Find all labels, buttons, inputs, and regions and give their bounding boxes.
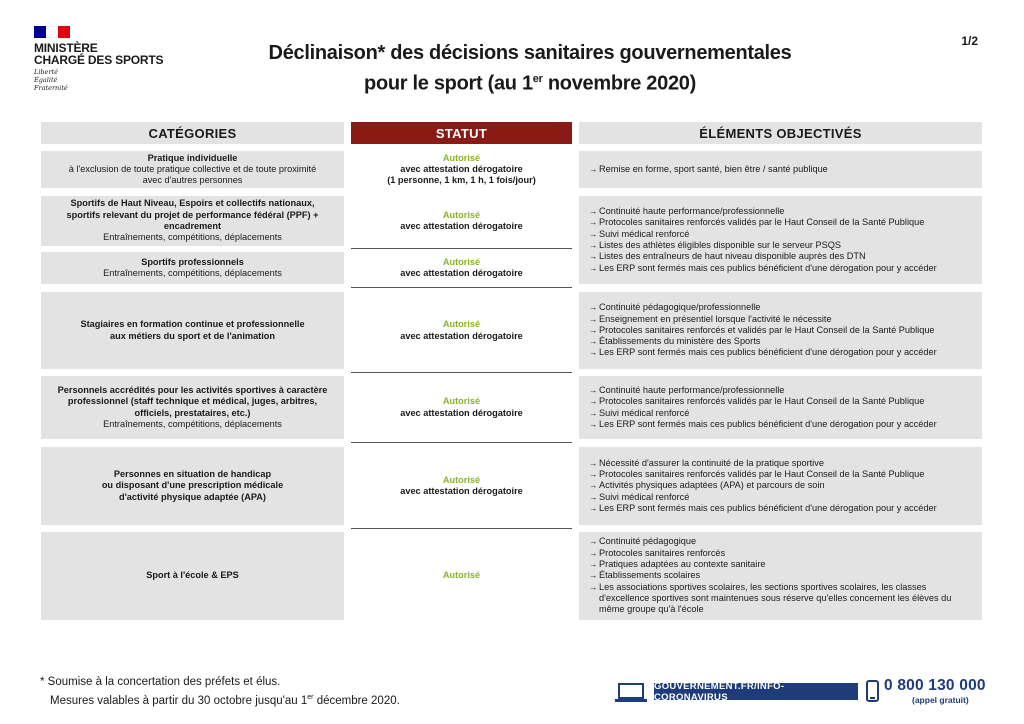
footnote: * Soumise à la concertation des préfets et élus. Mesures valables à partir du 30 octobre jusqu'au 1er décembre 2020. <box>40 676 400 707</box>
list-item: → Pratiques adaptées au contexte sanitaire <box>589 559 976 570</box>
divider <box>351 528 572 529</box>
divider <box>351 248 572 249</box>
list-item: → Les ERP sont fermés mais ces publics bénéficient d'une dérogation pour y accéder <box>589 347 976 358</box>
list-item: → Continuité pédagogique <box>589 536 976 547</box>
status-cell: Autorisé avec attestation dérogatoire <box>351 252 572 284</box>
republic-motto: Liberté Égalité Fraternité <box>34 68 68 92</box>
list-item: → Les associations sportives scolaires, les sections sportives scolaires, les classes d'excellence sportives sont maintenues sous réserve qu'elles concernent les élèves du même groupe qu'à l'école <box>589 582 976 616</box>
status-cell: Autorisé avec attestation dérogatoire <box>351 376 572 439</box>
elements-cell <box>579 196 982 284</box>
column-header-categories: CATÉGORIES <box>41 122 344 144</box>
list-item: → Nécessité d'assurer la continuité de la pratique sportive <box>589 458 976 469</box>
laptop-icon <box>615 683 647 703</box>
page-title: Déclinaison* des décisions sanitaires gouvernementales pour le sport (au 1er novembre 2020) <box>268 42 792 95</box>
list-item: → Listes des athlètes éligibles disponible sur le serveur PSQS <box>589 240 976 251</box>
status-value: Autorisé <box>442 570 481 581</box>
list-item: → Les ERP sont fermés mais ces publics bénéficient d'une dérogation pour y accéder <box>589 419 976 430</box>
list-item: → Activités physiques adaptées (APA) et parcours de soin <box>589 480 976 491</box>
status-cell: Autorisé avec attestation dérogatoire <box>351 447 572 525</box>
status-cell: Autorisé avec attestation dérogatoire <box>351 196 572 246</box>
page-number: 1/2 <box>961 34 978 48</box>
ministry-logo <box>34 26 163 92</box>
list-item: → Continuité haute performance/professionnelle <box>589 385 976 396</box>
status-value: Autorisé <box>442 319 481 330</box>
category-cell: Personnels accrédités pour les activités sportives à caractère professionnel (staff technique et médical, juges, arbitres, officiels, prestataires, etc.) Entraînements, compétitions, déplacements <box>41 376 344 439</box>
status-cell: Autorisé avec attestation dérogatoire (1 personne, 1 km, 1 h, 1 fois/jour) <box>351 151 572 188</box>
column-header-statut: STATUT <box>351 122 572 144</box>
status-value: Autorisé <box>442 256 481 267</box>
list-item: → Suivi médical renforcé <box>589 492 976 503</box>
list-item: → Continuité pédagogique/professionnelle <box>589 302 976 313</box>
column-header-elements: ÉLÉMENTS OBJECTIVÉS <box>579 122 982 144</box>
list-item: → Protocoles sanitaires renforcés validés par le Haut Conseil de la Santé Publique <box>589 217 976 228</box>
elements-cell <box>579 151 982 188</box>
category-cell: Sportifs de Haut Niveau, Espoirs et collectifs nationaux, sportifs relevant du projet de performance fédéral (PPF) + encadrement Entraînements, compétitions, déplacements <box>41 196 344 246</box>
status-value: Autorisé <box>442 396 481 407</box>
list-item: → Enseignement en présentiel lorsque l'activité le nécessite <box>589 314 976 325</box>
divider <box>351 442 572 443</box>
divider <box>351 372 572 373</box>
elements-cell <box>579 376 982 439</box>
list-item: → Les ERP sont fermés mais ces publics bénéficient d'une dérogation pour y accéder <box>589 503 976 514</box>
ministry-name: MINISTÈRE CHARGÉ DES SPORTS <box>34 41 164 67</box>
elements-cell <box>579 532 982 620</box>
list-item: → Continuité haute performance/professionnelle <box>589 206 976 217</box>
list-item: → Protocoles sanitaires renforcés validés par le Haut Conseil de la Santé Publique <box>589 396 976 407</box>
category-cell: Stagiaires en formation continue et professionnelle aux métiers du sport et de l'animation <box>41 292 344 369</box>
elements-cell <box>579 292 982 369</box>
status-value: Autorisé <box>442 209 481 220</box>
phone-note: (appel gratuit) <box>912 695 969 705</box>
list-item: → Protocoles sanitaires renforcés et validés par le Haut Conseil de la Santé Publique <box>589 325 976 336</box>
list-item: → Protocoles sanitaires renforcés <box>589 548 976 559</box>
list-item: → Établissements scolaires <box>589 570 976 581</box>
list-item: → Suivi médical renforcé <box>589 408 976 419</box>
list-item: → Listes des entraîneurs de haut niveau disponible auprès des DTN <box>589 251 976 262</box>
status-value: Autorisé <box>442 474 481 485</box>
elements-cell <box>579 447 982 525</box>
gov-info-link[interactable]: GOUVERNEMENT.FR/INFO-CORONAVIRUS <box>654 683 858 700</box>
list-item: → Les ERP sont fermés mais ces publics bénéficient d'une dérogation pour y accéder <box>589 263 976 274</box>
phone-icon <box>866 680 879 702</box>
status-cell: Autorisé avec attestation dérogatoire <box>351 292 572 369</box>
status-cell <box>351 532 572 620</box>
french-flag-icon <box>34 26 70 38</box>
list-item: → Protocoles sanitaires renforcés validés par le Haut Conseil de la Santé Publique <box>589 469 976 480</box>
category-cell: Sport à l'école & EPS <box>41 532 344 620</box>
divider <box>351 287 572 288</box>
list-item: → Suivi médical renforcé <box>589 229 976 240</box>
phone-number[interactable]: 0 800 130 000 <box>884 677 986 694</box>
category-cell: Personnes en situation de handicap ou disposant d'une prescription médicale d'activité physique adaptée (APA) <box>41 447 344 525</box>
list-item: → Établissements du ministère des Sports <box>589 336 976 347</box>
category-cell: Pratique individuelle à l'exclusion de toute pratique collective et de toute proximité avec d'autres personnes <box>41 151 344 188</box>
category-cell: Sportifs professionnels Entraînements, compétitions, déplacements <box>41 252 344 284</box>
status-value: Autorisé <box>442 152 481 163</box>
list-item: → Remise en forme, sport santé, bien être / santé publique <box>589 164 976 175</box>
